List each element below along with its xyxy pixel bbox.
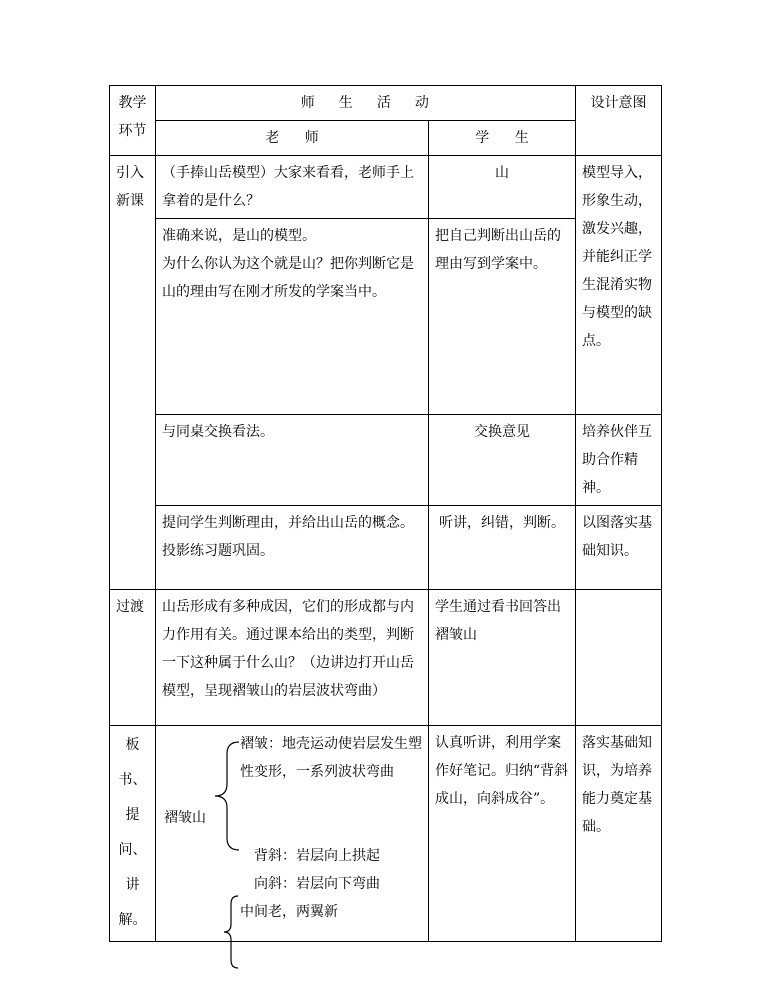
- board-notes: [156, 726, 429, 942]
- board-anticline: 背斜：岩层向上拱起: [254, 848, 380, 864]
- header-student: 学 生: [429, 121, 576, 156]
- brace-icon: [211, 740, 241, 852]
- teacher-cell-2: 准确来说，是山的模型。 为什么你认为这个就是山？把你判断它是山的理由写在刚才所发的学案当中。: [156, 219, 429, 415]
- board-fold: 褶皱：地壳运动使岩层发生塑性变形，一系列波状弯曲: [240, 736, 422, 780]
- header-activity: 师 生 活 动: [156, 86, 576, 121]
- stage-transition: 过渡: [110, 590, 156, 726]
- brace-icon: [222, 894, 242, 970]
- purpose-cell-6: 落实基础知识，为培养能力奠定基础。: [576, 726, 662, 942]
- board-note: 中间老，两翼新: [240, 904, 338, 920]
- board-label: 褶皱山: [164, 810, 206, 826]
- teacher-cell-3: 与同桌交换看法。: [156, 415, 429, 506]
- board-syncline: 向斜：岩层向下弯曲: [254, 876, 380, 892]
- student-cell-5: 学生通过看书回答出褶皱山: [429, 590, 576, 726]
- student-cell-6: 认真听讲，利用学案作好笔记。归纳“背斜成山，向斜成谷”。: [429, 726, 576, 942]
- purpose-cell-1: 模型导入，形象生动，激发兴趣，并能纠正学生混淆实物与模型的缺点。: [576, 156, 662, 415]
- purpose-cell-4: 以图落实基础知识。: [576, 506, 662, 590]
- lesson-plan-table: [109, 85, 662, 942]
- purpose-cell-5: [576, 590, 662, 726]
- header-stage: 教学环节: [110, 86, 156, 156]
- student-cell-2: 把自己判断出山岳的理由写到学案中。: [429, 219, 576, 415]
- student-cell-3: 交换意见: [429, 415, 576, 506]
- teacher-cell-4: 提问学生判断理由，并给出山岳的概念。投影练习题巩固。: [156, 506, 429, 590]
- stage-board: 板书、提问、讲解。: [110, 726, 156, 942]
- header-purpose: 设计意图: [576, 86, 662, 156]
- student-cell-1: 山: [429, 156, 576, 219]
- purpose-cell-3: 培养伙伴互助合作精神。: [576, 415, 662, 506]
- header-teacher: 老 师: [156, 121, 429, 156]
- teacher-cell-1: （手捧山岳模型）大家来看看，老师手上拿着的是什么？: [156, 156, 429, 219]
- teacher-cell-5: 山岳形成有多种成因，它们的形成都与内力作用有关。通过课本给出的类型，判断一下这种属于什么山？（边讲边打开山岳模型，呈现褶皱山的岩层波状弯曲）: [156, 590, 429, 726]
- student-cell-4: 听讲，纠错，判断。: [429, 506, 576, 590]
- stage-intro: 引入新课: [110, 156, 156, 590]
